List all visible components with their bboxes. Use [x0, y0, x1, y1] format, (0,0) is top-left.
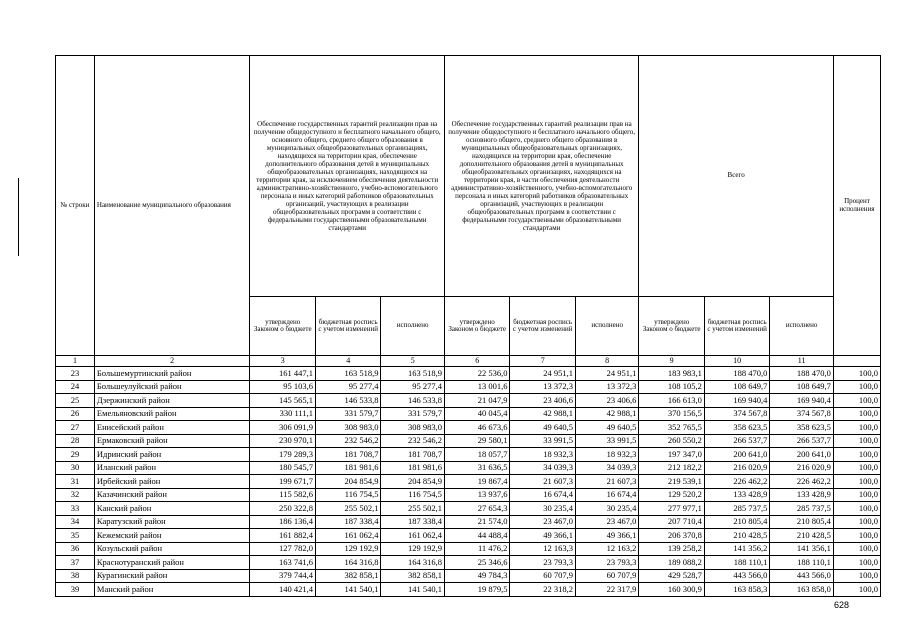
value-cell: 161 062,4: [315, 529, 381, 543]
header-municipality: Наименование муниципального образования: [94, 56, 250, 356]
value-cell: 100,0: [833, 407, 880, 421]
value-cell: 100,0: [833, 367, 880, 381]
value-cell: 204 854,9: [315, 475, 381, 489]
value-cell: 100,0: [833, 434, 880, 448]
value-cell: 100,0: [833, 475, 880, 489]
value-cell: 358 623,5: [770, 421, 833, 435]
value-cell: 115 582,6: [250, 488, 316, 502]
column-number: 3: [250, 356, 316, 367]
value-cell: 16 674,4: [510, 488, 576, 502]
value-cell: 308 983,0: [315, 421, 381, 435]
value-cell: 183 983,1: [639, 367, 705, 381]
value-cell: 30 235,4: [510, 502, 576, 516]
value-cell: 164 316,8: [315, 556, 381, 570]
table-row: [56, 461, 881, 475]
value-cell: 210 428,5: [770, 529, 833, 543]
value-cell: 108 649,7: [704, 380, 770, 394]
municipality-cell: Идринский район: [94, 448, 250, 462]
value-cell: 161 062,4: [381, 529, 444, 543]
value-cell: 100,0: [833, 556, 880, 570]
header-percent: Процент исполнения: [833, 56, 880, 356]
value-cell: 139 258,2: [639, 542, 705, 556]
municipality-cell: Казачинский район: [94, 488, 250, 502]
row-number-cell: 27: [56, 421, 95, 435]
value-cell: 49 366,1: [575, 529, 638, 543]
value-cell: 22 318,2: [510, 583, 576, 597]
column-number: 1: [56, 356, 95, 367]
value-cell: 100,0: [833, 515, 880, 529]
value-cell: 189 088,2: [639, 556, 705, 570]
value-cell: 163 858,0: [770, 583, 833, 597]
municipality-cell: Ермаковский район: [94, 434, 250, 448]
value-cell: 216 020,9: [770, 461, 833, 475]
table-row: [56, 367, 881, 381]
value-cell: 163 741,6: [250, 556, 316, 570]
value-cell: 210 428,5: [704, 529, 770, 543]
value-cell: 382 858,1: [315, 569, 381, 583]
value-cell: 22 317,9: [575, 583, 638, 597]
value-cell: 46 673,6: [444, 421, 510, 435]
value-cell: 100,0: [833, 542, 880, 556]
row-number-cell: 39: [56, 583, 95, 597]
value-cell: 108 649,7: [770, 380, 833, 394]
value-cell: 19 879,5: [444, 583, 510, 597]
value-cell: 186 136,4: [250, 515, 316, 529]
value-cell: 129 192,9: [381, 542, 444, 556]
table-row: [56, 407, 881, 421]
value-cell: 49 640,5: [510, 421, 576, 435]
value-cell: 250 322,8: [250, 502, 316, 516]
value-cell: 129 520,2: [639, 488, 705, 502]
table-row: [56, 502, 881, 516]
value-cell: 33 991,5: [575, 434, 638, 448]
value-cell: 145 565,1: [250, 394, 316, 408]
value-cell: 23 467,0: [575, 515, 638, 529]
value-cell: 12 163,3: [510, 542, 576, 556]
value-cell: 21 047,9: [444, 394, 510, 408]
row-number-cell: 30: [56, 461, 95, 475]
municipality-cell: Емельяновский район: [94, 407, 250, 421]
value-cell: 204 854,9: [381, 475, 444, 489]
value-cell: 226 462,2: [770, 475, 833, 489]
value-cell: 18 932,3: [575, 448, 638, 462]
header-executed: исполнено: [575, 297, 638, 356]
municipality-cell: Дзержинский район: [94, 394, 250, 408]
row-number-cell: 34: [56, 515, 95, 529]
value-cell: 188 470,0: [704, 367, 770, 381]
value-cell: 60 707,9: [575, 569, 638, 583]
value-cell: 95 277,4: [381, 380, 444, 394]
header-approved: утверждено Законом о бюджете: [250, 297, 316, 356]
column-number: 4: [315, 356, 381, 367]
row-number-cell: 29: [56, 448, 95, 462]
header-row-no: № строки: [56, 56, 95, 356]
municipality-cell: Канский район: [94, 502, 250, 516]
row-number-cell: 26: [56, 407, 95, 421]
value-cell: 133 428,9: [770, 488, 833, 502]
value-cell: 188 110,1: [770, 556, 833, 570]
value-cell: 266 537,7: [770, 434, 833, 448]
value-cell: 141 540,1: [315, 583, 381, 597]
value-cell: 331 579,7: [315, 407, 381, 421]
column-number: 6: [444, 356, 510, 367]
row-number-cell: 36: [56, 542, 95, 556]
value-cell: 100,0: [833, 488, 880, 502]
value-cell: 210 805,4: [704, 515, 770, 529]
header-budget: бюджетная роспись с учетом изменений: [510, 297, 576, 356]
value-cell: 179 289,3: [250, 448, 316, 462]
value-cell: 129 192,9: [315, 542, 381, 556]
value-cell: 160 300,9: [639, 583, 705, 597]
municipality-cell: Козульский район: [94, 542, 250, 556]
value-cell: 188 110,1: [704, 556, 770, 570]
value-cell: 42 988,1: [575, 407, 638, 421]
value-cell: 207 710,4: [639, 515, 705, 529]
value-cell: 11 476,2: [444, 542, 510, 556]
table-row: [56, 448, 881, 462]
value-cell: 22 536,0: [444, 367, 510, 381]
value-cell: 197 347,0: [639, 448, 705, 462]
value-cell: 13 372,3: [510, 380, 576, 394]
municipality-cell: Ирбейский район: [94, 475, 250, 489]
value-cell: 146 533,8: [381, 394, 444, 408]
value-cell: 141 356,1: [770, 542, 833, 556]
value-cell: 161 882,4: [250, 529, 316, 543]
value-cell: 226 462,2: [704, 475, 770, 489]
value-cell: 161 447,1: [250, 367, 316, 381]
header-group-1: Обеспечение государственных гарантий реализации прав на получение общедоступного и бесплатного начального общего, основного общего, среднего общего образования в муниципальных общеобразовательных организациях, находящихся на территории края, обеспечение дополнительного образования детей в муниципальных общеобразовательных организациях, находящихся на территории края, за исключением обеспечения деятельности административно-хозяйственного, учебно-вспомогательного персонала и иных категорий работников образовательных организаций, участвующих в реализации общеобразовательных программ в соответствии с федеральными государственными образовательными стандартами: [250, 56, 444, 297]
value-cell: 331 579,7: [381, 407, 444, 421]
row-number-cell: 37: [56, 556, 95, 570]
table-row: [56, 529, 881, 543]
header-group-2: Обеспечение государственных гарантий реализации прав на получение общедоступного и бесплатного начального общего, основного общего, среднего общего образования в муниципальных общеобразовательных организациях, находящихся на территории края, обеспечение дополнительного образования детей в муниципальных общеобразовательных организациях, находящихся на территории края, в части обеспечения деятельности административно-хозяйственного, учебно-вспомогательного персонала и иных категорий работников образовательных организаций, участвующих в реализации общеобразовательных программ в соответствии с федеральными государственными образовательными стандартами: [444, 56, 638, 297]
value-cell: 206 370,8: [639, 529, 705, 543]
value-cell: 306 091,9: [250, 421, 316, 435]
value-cell: 40 045,4: [444, 407, 510, 421]
value-cell: 100,0: [833, 394, 880, 408]
row-number-cell: 35: [56, 529, 95, 543]
value-cell: 181 981,6: [381, 461, 444, 475]
value-cell: 49 640,5: [575, 421, 638, 435]
value-cell: 95 277,4: [315, 380, 381, 394]
value-cell: 100,0: [833, 583, 880, 597]
page-number: 628: [834, 600, 850, 610]
value-cell: 18 932,3: [510, 448, 576, 462]
value-cell: 49 784,3: [444, 569, 510, 583]
column-number: 8: [575, 356, 638, 367]
value-cell: 42 988,1: [510, 407, 576, 421]
value-cell: 200 641,0: [704, 448, 770, 462]
value-cell: 169 940,4: [770, 394, 833, 408]
row-number-cell: 33: [56, 502, 95, 516]
table-row: [56, 475, 881, 489]
header-approved: утверждено Законом о бюджете: [639, 297, 705, 356]
value-cell: 18 057,7: [444, 448, 510, 462]
value-cell: 49 366,1: [510, 529, 576, 543]
value-cell: 266 537,7: [704, 434, 770, 448]
value-cell: 19 867,4: [444, 475, 510, 489]
value-cell: 308 983,0: [381, 421, 444, 435]
value-cell: 199 671,7: [250, 475, 316, 489]
header-total: Всего: [639, 56, 833, 297]
value-cell: 133 428,9: [704, 488, 770, 502]
value-cell: 379 744,4: [250, 569, 316, 583]
value-cell: 210 805,4: [770, 515, 833, 529]
value-cell: 100,0: [833, 421, 880, 435]
municipality-cell: Краснотуранский район: [94, 556, 250, 570]
row-number-cell: 38: [56, 569, 95, 583]
header-executed: исполнено: [381, 297, 444, 356]
value-cell: 146 533,8: [315, 394, 381, 408]
value-cell: 21 607,3: [510, 475, 576, 489]
value-cell: 108 105,2: [639, 380, 705, 394]
row-number-cell: 25: [56, 394, 95, 408]
table-row: [56, 556, 881, 570]
value-cell: 60 707,9: [510, 569, 576, 583]
value-cell: 443 566,0: [770, 569, 833, 583]
value-cell: 141 540,1: [381, 583, 444, 597]
row-number-cell: 32: [56, 488, 95, 502]
value-cell: 16 674,4: [575, 488, 638, 502]
row-number-cell: 23: [56, 367, 95, 381]
value-cell: 188 470,0: [770, 367, 833, 381]
value-cell: 23 406,6: [575, 394, 638, 408]
row-number-cell: 24: [56, 380, 95, 394]
column-number: 9: [639, 356, 705, 367]
value-cell: 330 111,1: [250, 407, 316, 421]
value-cell: 140 421,4: [250, 583, 316, 597]
value-cell: 352 765,5: [639, 421, 705, 435]
value-cell: 358 623,5: [704, 421, 770, 435]
value-cell: 13 372,3: [575, 380, 638, 394]
value-cell: 163 858,3: [704, 583, 770, 597]
value-cell: 169 940,4: [704, 394, 770, 408]
value-cell: 44 488,4: [444, 529, 510, 543]
table-row: [56, 434, 881, 448]
value-cell: 25 346,6: [444, 556, 510, 570]
value-cell: 255 502,1: [381, 502, 444, 516]
table-row: [56, 583, 881, 597]
municipality-cell: Иланский район: [94, 461, 250, 475]
table-row: [56, 394, 881, 408]
value-cell: 116 754,5: [381, 488, 444, 502]
value-cell: 216 020,9: [704, 461, 770, 475]
value-cell: 116 754,5: [315, 488, 381, 502]
value-cell: 181 708,7: [315, 448, 381, 462]
value-cell: 95 103,6: [250, 380, 316, 394]
value-cell: 429 528,7: [639, 569, 705, 583]
value-cell: 187 338,4: [315, 515, 381, 529]
value-cell: 163 518,9: [315, 367, 381, 381]
value-cell: 187 338,4: [381, 515, 444, 529]
value-cell: 23 467,0: [510, 515, 576, 529]
value-cell: 100,0: [833, 502, 880, 516]
value-cell: 31 636,5: [444, 461, 510, 475]
value-cell: 21 607,3: [575, 475, 638, 489]
header-budget: бюджетная роспись с учетом изменений: [315, 297, 381, 356]
municipality-cell: Енисейский район: [94, 421, 250, 435]
header-approved: утверждено Законом о бюджете: [444, 297, 510, 356]
value-cell: 13 001,6: [444, 380, 510, 394]
value-cell: 24 951,1: [510, 367, 576, 381]
value-cell: 100,0: [833, 380, 880, 394]
column-number: 10: [704, 356, 770, 367]
budget-table: [55, 55, 881, 597]
value-cell: 285 737,5: [770, 502, 833, 516]
municipality-cell: Курагинский район: [94, 569, 250, 583]
table-row: [56, 421, 881, 435]
table-row: [56, 515, 881, 529]
value-cell: 34 039,3: [510, 461, 576, 475]
value-cell: 24 951,1: [575, 367, 638, 381]
row-number-cell: 31: [56, 475, 95, 489]
municipality-cell: Кежемский район: [94, 529, 250, 543]
header-row-1: [56, 56, 881, 297]
value-cell: 212 182,2: [639, 461, 705, 475]
value-cell: 23 406,6: [510, 394, 576, 408]
header-budget: бюджетная роспись с учетом изменений: [704, 297, 770, 356]
value-cell: 27 654,3: [444, 502, 510, 516]
value-cell: 181 981,6: [315, 461, 381, 475]
value-cell: 374 567,8: [704, 407, 770, 421]
table-row: [56, 380, 881, 394]
value-cell: 443 566,0: [704, 569, 770, 583]
column-number: 2: [94, 356, 250, 367]
table-row: [56, 488, 881, 502]
value-cell: 370 156,5: [639, 407, 705, 421]
value-cell: 29 580,1: [444, 434, 510, 448]
municipality-cell: Каратузский район: [94, 515, 250, 529]
value-cell: 180 545,7: [250, 461, 316, 475]
value-cell: 260 550,2: [639, 434, 705, 448]
value-cell: 100,0: [833, 569, 880, 583]
value-cell: 163 518,9: [381, 367, 444, 381]
column-number: [833, 356, 880, 367]
table-row: [56, 542, 881, 556]
value-cell: 277 977,1: [639, 502, 705, 516]
value-cell: 285 737,5: [704, 502, 770, 516]
value-cell: 30 235,4: [575, 502, 638, 516]
column-number: 11: [770, 356, 833, 367]
value-cell: 200 641,0: [770, 448, 833, 462]
value-cell: 164 316,8: [381, 556, 444, 570]
value-cell: 181 708,7: [381, 448, 444, 462]
value-cell: 100,0: [833, 461, 880, 475]
value-cell: 34 039,3: [575, 461, 638, 475]
municipality-cell: Большеулуйский район: [94, 380, 250, 394]
value-cell: 255 502,1: [315, 502, 381, 516]
value-cell: 100,0: [833, 529, 880, 543]
value-cell: 127 782,0: [250, 542, 316, 556]
table-row: [56, 569, 881, 583]
row-number-cell: 28: [56, 434, 95, 448]
value-cell: 23 793,3: [510, 556, 576, 570]
value-cell: 21 574,0: [444, 515, 510, 529]
column-number: 7: [510, 356, 576, 367]
municipality-cell: Большемуртинский район: [94, 367, 250, 381]
margin-line: [18, 178, 19, 256]
value-cell: 230 970,1: [250, 434, 316, 448]
municipality-cell: Манский район: [94, 583, 250, 597]
value-cell: 33 991,5: [510, 434, 576, 448]
value-cell: 13 937,6: [444, 488, 510, 502]
value-cell: 166 613,0: [639, 394, 705, 408]
header-executed: исполнено: [770, 297, 833, 356]
value-cell: 374 567,8: [770, 407, 833, 421]
value-cell: 141 356,2: [704, 542, 770, 556]
column-number-row: [56, 356, 881, 367]
value-cell: 23 793,3: [575, 556, 638, 570]
value-cell: 232 546,2: [381, 434, 444, 448]
value-cell: 12 163,2: [575, 542, 638, 556]
column-number: 5: [381, 356, 444, 367]
value-cell: 232 546,2: [315, 434, 381, 448]
value-cell: 219 539,1: [639, 475, 705, 489]
value-cell: 382 858,1: [381, 569, 444, 583]
value-cell: 100,0: [833, 448, 880, 462]
